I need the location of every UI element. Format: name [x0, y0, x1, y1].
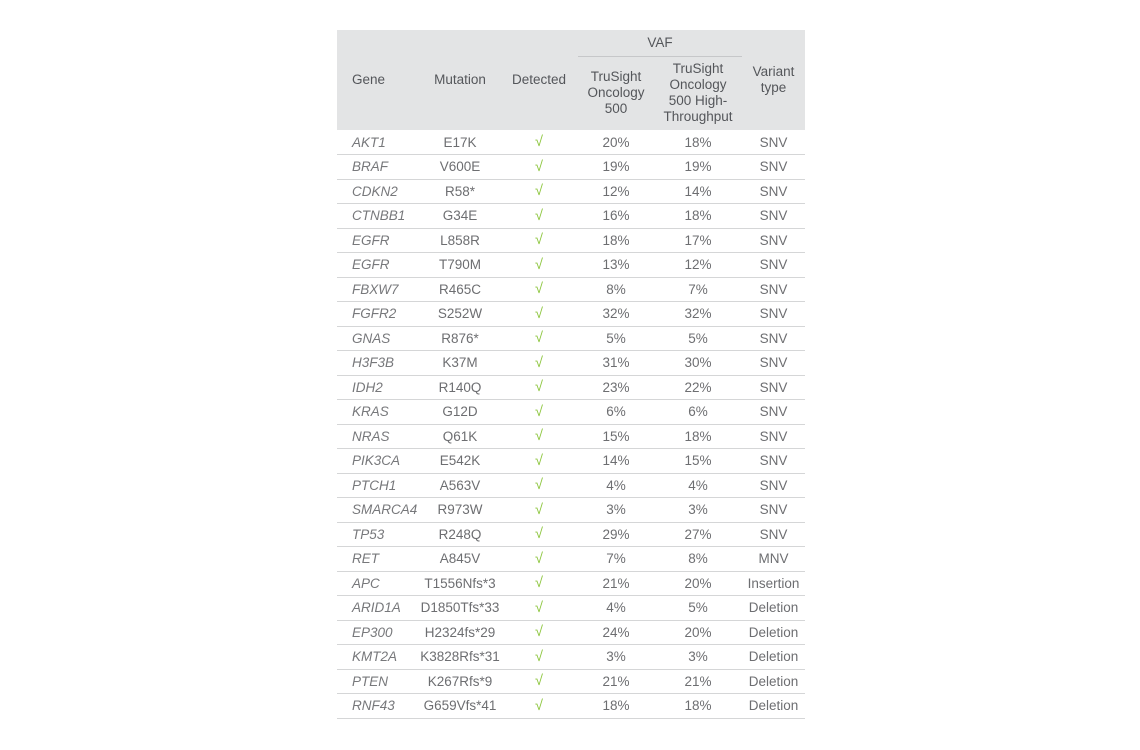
variant-type-cell: SNV [742, 351, 805, 376]
variant-type-cell: SNV [742, 302, 805, 327]
table-row [337, 449, 805, 474]
table-row [337, 620, 805, 645]
detected-check-icon: √ [500, 596, 578, 621]
vaf-tso500-ht-cell: 7% [654, 277, 742, 302]
table-row [337, 522, 805, 547]
mutation-cell: K37M [420, 351, 500, 376]
mutation-cell: E17K [420, 130, 500, 155]
gene-cell: FBXW7 [337, 277, 420, 302]
table-row [337, 498, 805, 523]
vaf-tso500-cell: 15% [578, 424, 654, 449]
vaf-tso500-ht-cell: 22% [654, 375, 742, 400]
table-row [337, 694, 805, 719]
detected-check-icon: √ [500, 449, 578, 474]
vaf-tso500-cell: 31% [578, 351, 654, 376]
gene-cell: RET [337, 547, 420, 572]
gene-cell: RNF43 [337, 694, 420, 719]
vaf-tso500-ht-cell: 20% [654, 620, 742, 645]
column-header-mutation: Mutation [434, 72, 486, 87]
table-row [337, 596, 805, 621]
vaf-tso500-ht-cell: 3% [654, 645, 742, 670]
mutation-cell: D1850Tfs*33 [420, 596, 500, 621]
vaf-tso500-cell: 24% [578, 620, 654, 645]
variant-type-cell: SNV [742, 473, 805, 498]
mutation-cell: K3828Rfs*31 [420, 645, 500, 670]
table-row [337, 179, 805, 204]
column-header-trusight-oncology-500-high-throughput: TruSight Oncology 500 High-Throughput [663, 61, 733, 125]
detected-check-icon: √ [500, 155, 578, 180]
table-row [337, 571, 805, 596]
gene-cell: KMT2A [337, 645, 420, 670]
vaf-tso500-ht-cell: 15% [654, 449, 742, 474]
table-row [337, 547, 805, 572]
vaf-tso500-ht-cell: 6% [654, 400, 742, 425]
vaf-tso500-ht-cell: 18% [654, 694, 742, 719]
variant-type-cell: SNV [742, 400, 805, 425]
vaf-tso500-cell: 3% [578, 498, 654, 523]
mutation-cell: L858R [420, 228, 500, 253]
vaf-tso500-cell: 12% [578, 179, 654, 204]
mutation-cell: G34E [420, 204, 500, 229]
detected-check-icon: √ [500, 277, 578, 302]
gene-cell: APC [337, 571, 420, 596]
table-header [337, 30, 805, 130]
variant-type-cell: SNV [742, 277, 805, 302]
gene-cell: H3F3B [337, 351, 420, 376]
gene-cell: KRAS [337, 400, 420, 425]
vaf-tso500-ht-cell: 5% [654, 596, 742, 621]
vaf-tso500-cell: 16% [578, 204, 654, 229]
detected-check-icon: √ [500, 351, 578, 376]
gene-cell: SMARCA4 [337, 498, 420, 523]
detected-check-icon: √ [500, 522, 578, 547]
variant-type-cell: SNV [742, 375, 805, 400]
table-row [337, 351, 805, 376]
vaf-tso500-cell: 14% [578, 449, 654, 474]
vaf-tso500-cell: 3% [578, 645, 654, 670]
vaf-tso500-ht-cell: 20% [654, 571, 742, 596]
vaf-tso500-ht-cell: 19% [654, 155, 742, 180]
vaf-tso500-cell: 18% [578, 228, 654, 253]
gene-cell: CDKN2 [337, 179, 420, 204]
mutation-cell: R58* [420, 179, 500, 204]
mutation-cell: R876* [420, 326, 500, 351]
vaf-tso500-ht-cell: 32% [654, 302, 742, 327]
detected-check-icon: √ [500, 375, 578, 400]
detected-check-icon: √ [500, 645, 578, 670]
variant-type-cell: Deletion [742, 694, 805, 719]
variant-type-cell: Deletion [742, 620, 805, 645]
detected-check-icon: √ [500, 253, 578, 278]
variant-type-cell: SNV [742, 228, 805, 253]
column-group-header-vaf: VAF [578, 30, 742, 56]
detected-check-icon: √ [500, 326, 578, 351]
variant-type-cell: SNV [742, 449, 805, 474]
column-header-detected: Detected [511, 72, 567, 87]
mutations-table-container [337, 30, 805, 719]
vaf-tso500-ht-cell: 4% [654, 473, 742, 498]
gene-cell: NRAS [337, 424, 420, 449]
table-row [337, 424, 805, 449]
mutation-cell: A845V [420, 547, 500, 572]
vaf-tso500-ht-cell: 5% [654, 326, 742, 351]
table-row [337, 326, 805, 351]
variant-type-cell: SNV [742, 155, 805, 180]
variant-type-cell: SNV [742, 253, 805, 278]
vaf-tso500-ht-cell: 14% [654, 179, 742, 204]
vaf-tso500-cell: 21% [578, 571, 654, 596]
gene-cell: ARID1A [337, 596, 420, 621]
detected-check-icon: √ [500, 204, 578, 229]
column-header-trusight-oncology-500: TruSight Oncology 500 [587, 69, 645, 117]
vaf-tso500-cell: 7% [578, 547, 654, 572]
gene-cell: PTCH1 [337, 473, 420, 498]
gene-cell: AKT1 [337, 130, 420, 155]
vaf-tso500-ht-cell: 12% [654, 253, 742, 278]
detected-check-icon: √ [500, 669, 578, 694]
variant-type-cell: SNV [742, 424, 805, 449]
gene-cell: EGFR [337, 253, 420, 278]
column-header-gene: Gene [352, 72, 386, 87]
gene-cell: BRAF [337, 155, 420, 180]
mutation-cell: R973W [420, 498, 500, 523]
detected-check-icon: √ [500, 400, 578, 425]
vaf-tso500-cell: 32% [578, 302, 654, 327]
mutation-cell: R140Q [420, 375, 500, 400]
gene-cell: EGFR [337, 228, 420, 253]
vaf-tso500-ht-cell: 21% [654, 669, 742, 694]
table-row [337, 645, 805, 670]
variant-type-cell: SNV [742, 522, 805, 547]
variant-type-cell: SNV [742, 326, 805, 351]
vaf-tso500-cell: 6% [578, 400, 654, 425]
detected-check-icon: √ [500, 228, 578, 253]
variant-type-cell: Deletion [742, 669, 805, 694]
detected-check-icon: √ [500, 424, 578, 449]
vaf-tso500-ht-cell: 18% [654, 130, 742, 155]
mutation-cell: H2324fs*29 [420, 620, 500, 645]
gene-cell: TP53 [337, 522, 420, 547]
mutation-cell: K267Rfs*9 [420, 669, 500, 694]
variant-type-cell: MNV [742, 547, 805, 572]
mutations-table [337, 30, 805, 719]
vaf-tso500-cell: 21% [578, 669, 654, 694]
vaf-tso500-ht-cell: 18% [654, 424, 742, 449]
vaf-tso500-cell: 19% [578, 155, 654, 180]
table-row [337, 277, 805, 302]
variant-type-cell: Deletion [742, 596, 805, 621]
mutation-cell: Q61K [420, 424, 500, 449]
mutation-cell: E542K [420, 449, 500, 474]
vaf-tso500-cell: 4% [578, 473, 654, 498]
table-row [337, 669, 805, 694]
gene-cell: FGFR2 [337, 302, 420, 327]
table-row [337, 375, 805, 400]
gene-cell: PTEN [337, 669, 420, 694]
table-row [337, 473, 805, 498]
vaf-tso500-ht-cell: 17% [654, 228, 742, 253]
vaf-tso500-cell: 8% [578, 277, 654, 302]
mutation-cell: S252W [420, 302, 500, 327]
variant-type-cell: SNV [742, 179, 805, 204]
table-row [337, 204, 805, 229]
table-row [337, 253, 805, 278]
mutation-cell: R465C [420, 277, 500, 302]
detected-check-icon: √ [500, 179, 578, 204]
gene-cell: EP300 [337, 620, 420, 645]
detected-check-icon: √ [500, 473, 578, 498]
vaf-tso500-cell: 20% [578, 130, 654, 155]
detected-check-icon: √ [500, 130, 578, 155]
detected-check-icon: √ [500, 302, 578, 327]
vaf-tso500-ht-cell: 27% [654, 522, 742, 547]
mutation-cell: T1556Nfs*3 [420, 571, 500, 596]
vaf-tso500-cell: 4% [578, 596, 654, 621]
column-header-variant-type: Variant type [752, 64, 795, 95]
detected-check-icon: √ [500, 571, 578, 596]
mutation-cell: G659Vfs*41 [420, 694, 500, 719]
gene-cell: CTNBB1 [337, 204, 420, 229]
mutation-cell: A563V [420, 473, 500, 498]
vaf-tso500-ht-cell: 3% [654, 498, 742, 523]
vaf-tso500-cell: 18% [578, 694, 654, 719]
variant-type-cell: SNV [742, 130, 805, 155]
gene-cell: PIK3CA [337, 449, 420, 474]
variant-type-cell: SNV [742, 498, 805, 523]
table-body [337, 130, 805, 718]
detected-check-icon: √ [500, 498, 578, 523]
vaf-tso500-cell: 5% [578, 326, 654, 351]
gene-cell: IDH2 [337, 375, 420, 400]
table-row [337, 400, 805, 425]
vaf-tso500-cell: 29% [578, 522, 654, 547]
table-row [337, 155, 805, 180]
mutation-cell: V600E [420, 155, 500, 180]
gene-cell: GNAS [337, 326, 420, 351]
vaf-tso500-cell: 23% [578, 375, 654, 400]
detected-check-icon: √ [500, 694, 578, 719]
variant-type-cell: Deletion [742, 645, 805, 670]
variant-type-cell: Insertion [742, 571, 805, 596]
vaf-tso500-cell: 13% [578, 253, 654, 278]
table-row [337, 302, 805, 327]
mutation-cell: R248Q [420, 522, 500, 547]
table-row [337, 130, 805, 155]
vaf-tso500-ht-cell: 8% [654, 547, 742, 572]
detected-check-icon: √ [500, 547, 578, 572]
table-row [337, 228, 805, 253]
detected-check-icon: √ [500, 620, 578, 645]
mutation-cell: G12D [420, 400, 500, 425]
vaf-tso500-ht-cell: 18% [654, 204, 742, 229]
vaf-tso500-ht-cell: 30% [654, 351, 742, 376]
variant-type-cell: SNV [742, 204, 805, 229]
mutation-cell: T790M [420, 253, 500, 278]
